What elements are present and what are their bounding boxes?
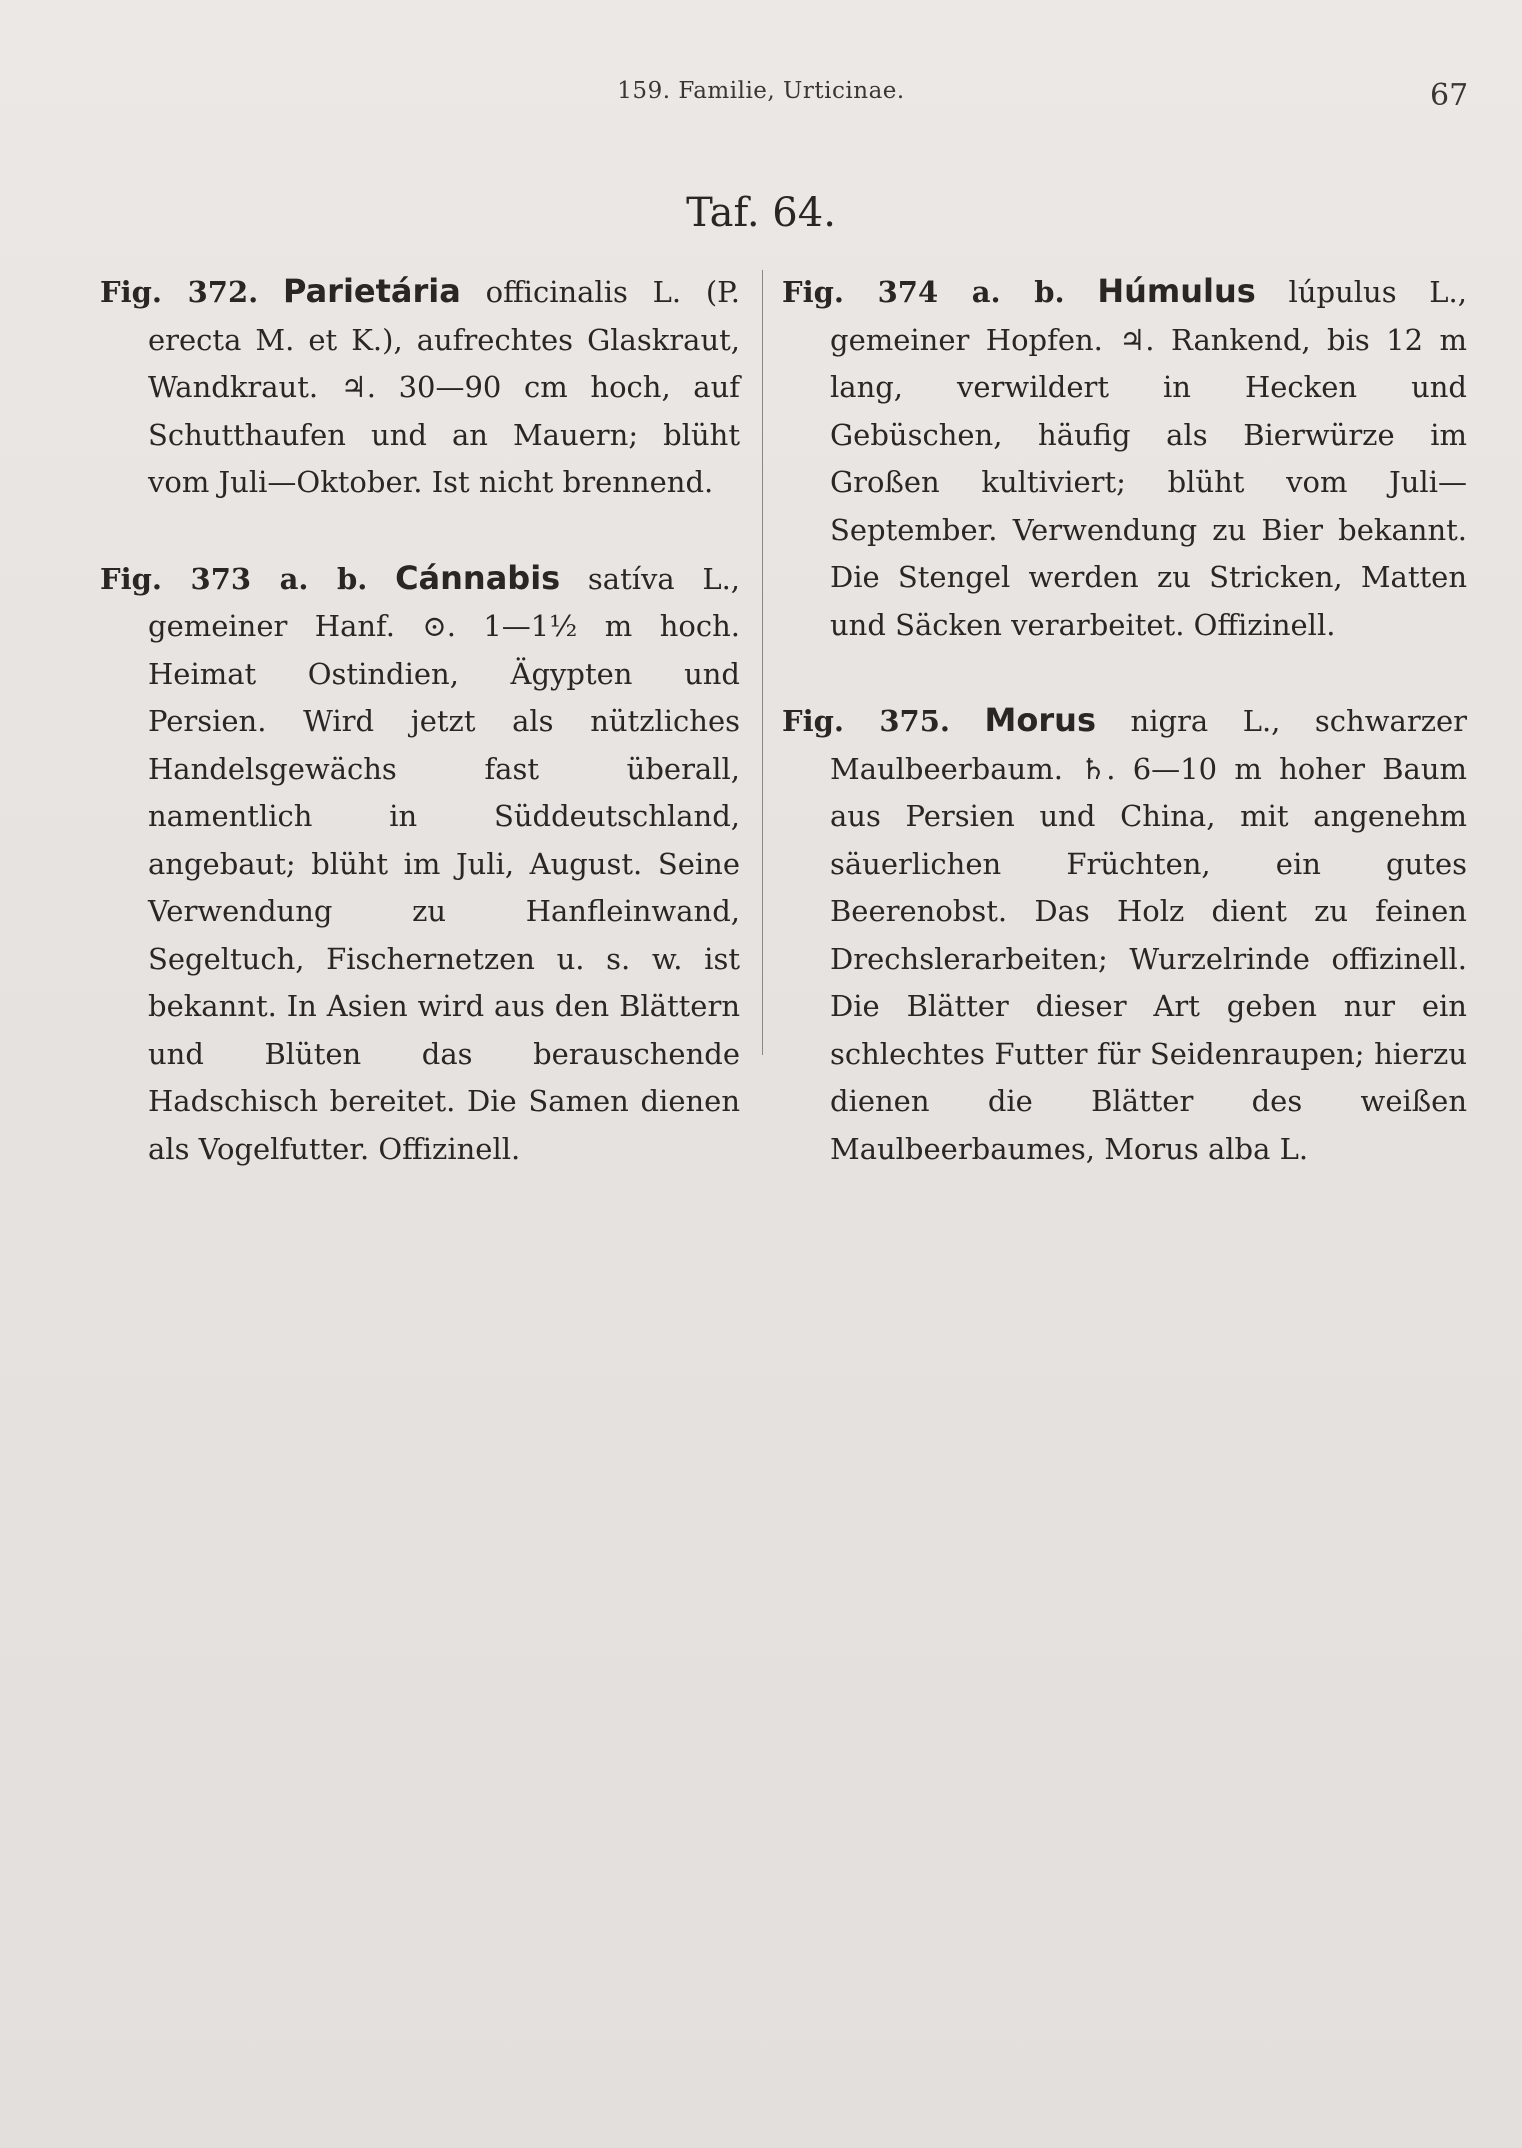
genus-name: Húmulus [1097, 272, 1256, 310]
entry-fig-373 [100, 555, 740, 1174]
entry-text: satíva L., gemeiner Hanf. ⊙. 1—1½ m hoch. Heimat Ostindien, Ägypten und Persien. Wird jetzt als nützliches Handelsgewächs fast überall, namentlich in Süddeutschland, angebaut; blüht im Juli, August. Seine Verwendung zu Hanfleinwand, Segeltuch, Fischernetzen u. s. w. ist bekannt. In Asien wird aus den Blättern und Blüten das berauschende Hadschisch bereitet. Die Samen dienen als Vogelfutter. Offizinell. [148, 561, 741, 1166]
fig-label: Fig. 373 a. b. [100, 561, 368, 596]
fig-label: Fig. 374 a. b. [782, 275, 1065, 309]
column-divider [762, 270, 763, 1055]
genus-name: Cánnabis [395, 558, 561, 597]
entry-text: nigra L., schwarzer Maulbeerbaum. ♄. 6—10 m hoher Baum aus Persien und China, mit angenehm säuerlichen Früchten, ein gutes Beerenobst. Das Holz dient zu feinen Drechslerarbeiten; Wurzelrinde offizinell. Die Blätter dieser Art geben nur ein schlechtes Futter für Seidenraupen; hierzu dienen die Blätter des weißen Maulbeerbaumes, Morus alba L. [830, 704, 1468, 1166]
genus-name: Morus [984, 701, 1096, 739]
entry-text: officinalis L. (P. erecta M. et K.), aufrechtes Glaskraut, Wandkraut. ♃. 30—90 cm hoch, auf Schutthaufen und an Mauern; blüht vom Juli—Oktober. Ist nicht brennend. [148, 275, 740, 499]
plate-title: Taf. 64. [686, 190, 836, 236]
entry-text: lúpulus L., gemeiner Hopfen. ♃. Rankend, bis 12 m lang, verwildert in Hecken und Gebüschen, häufig als Bierwürze im Großen kultiviert; blüht vom Juli—September. Verwendung zu Bier bekannt. Die Stengel werden zu Stricken, Matten und Säcken verarbeitet. Offizinell. [830, 275, 1467, 642]
fig-label: Fig. 375. [782, 704, 951, 738]
left-column [100, 268, 740, 1221]
running-title: 159. Familie, Urticinae. [617, 78, 905, 104]
entry-fig-375 [782, 697, 1467, 1173]
entry-fig-372 [100, 268, 740, 507]
fig-label: Fig. 372. [100, 275, 259, 309]
right-column [782, 268, 1467, 1221]
entry-fig-374 [782, 268, 1467, 649]
genus-name: Parietária [282, 272, 461, 310]
page-number: 67 [1430, 78, 1469, 113]
